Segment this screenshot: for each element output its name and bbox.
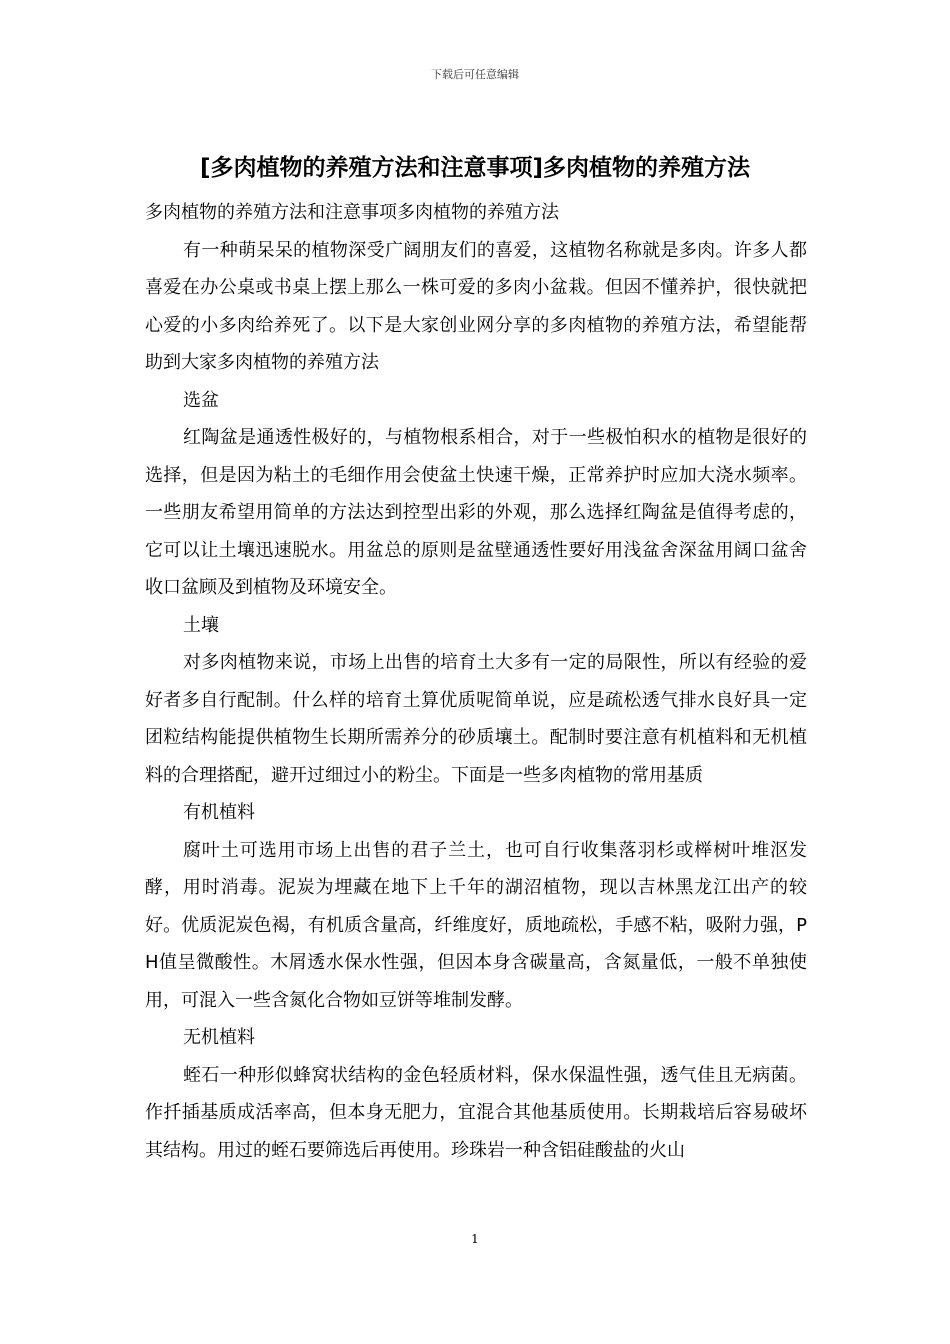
section-heading-pot: 选盆 bbox=[183, 389, 219, 411]
document-body bbox=[145, 194, 807, 1169]
paragraph-intro: 有一种萌呆呆的植物深受广阔朋友们的喜爱，这植物名称就是多肉。许多人都喜爱在办公桌或书桌上摆上那么一株可爱的多肉小盆栽。但因不懂养护，很快就把心爱的小多肉给养死了。以下是大家创业网分享的多肉植物的养殖方法，希望能帮助到大家多肉植物的养殖方法 bbox=[145, 239, 807, 373]
document-subtitle: 多肉植物的养殖方法和注意事项多肉植物的养殖方法 bbox=[145, 202, 559, 223]
paragraph-pot: 红陶盆是通透性极好的，与植物根系相合，对于一些极怕积水的植物是很好的选择，但是因为粘土的毛细作用会使盆土快速干燥，正常养护时应加大浇水频率。一些朋友希望用简单的方法达到控型出彩的外观，那么选择红陶盆是值得考虑的，它可以让土壤迅速脱水。用盆总的原则是盆壁通透性要好用浅盆舍深盆用阔口盆舍收口盆顾及到植物及环境安全。 bbox=[145, 427, 807, 598]
paragraph-soil: 对多肉植物来说，市场上出售的培育土大多有一定的局限性，所以有经验的爱好者多自行配制。什么样的培育土算优质呢简单说，应是疏松透气排水良好具一定团粒结构能提供植物生长期所需养分的砂质壤土。配制时要注意有机植料和无机植料的合理搭配，避开过细过小的粉尘。下面是一些多肉植物的常用基质 bbox=[145, 652, 807, 786]
page-header-note: 下载后可任意编辑 bbox=[431, 68, 519, 81]
section-heading-soil: 土壤 bbox=[183, 614, 219, 636]
page-number: 1 bbox=[471, 1232, 479, 1246]
section-heading-inorganic: 无机植料 bbox=[183, 1027, 255, 1048]
paragraph-organic: 腐叶土可选用市场上出售的君子兰土，也可自行收集落羽杉或榉树叶堆沤发酵，用时消毒。泥炭为埋藏在地下上千年的湖沼植物，现以吉林黑龙江出产的较好。优质泥炭色褐，有机质含量高，纤维度好，质地疏松，手感不粘，吸附力强，PH值呈微酸性。木屑透水保水性强，但因本身含碳量高，含氮量低，一般不单独使用，可混入一些含氮化合物如豆饼等堆制发酵。 bbox=[145, 839, 807, 1011]
document-title: [多肉植物的养殖方法和注意事项]多肉植物的养殖方法 bbox=[199, 155, 751, 181]
paragraph-inorganic: 蛭石一种形似蜂窝状结构的金色轻质材料，保水保温性强，透气佳且无病菌。作扦插基质成活率高，但本身无肥力，宜混合其他基质使用。长期栽培后容易破坏其结构。用过的蛭石要筛选后再使用。珍珠岩一种含铝硅酸盐的火山 bbox=[145, 1064, 807, 1161]
section-heading-organic: 有机植料 bbox=[183, 802, 255, 823]
